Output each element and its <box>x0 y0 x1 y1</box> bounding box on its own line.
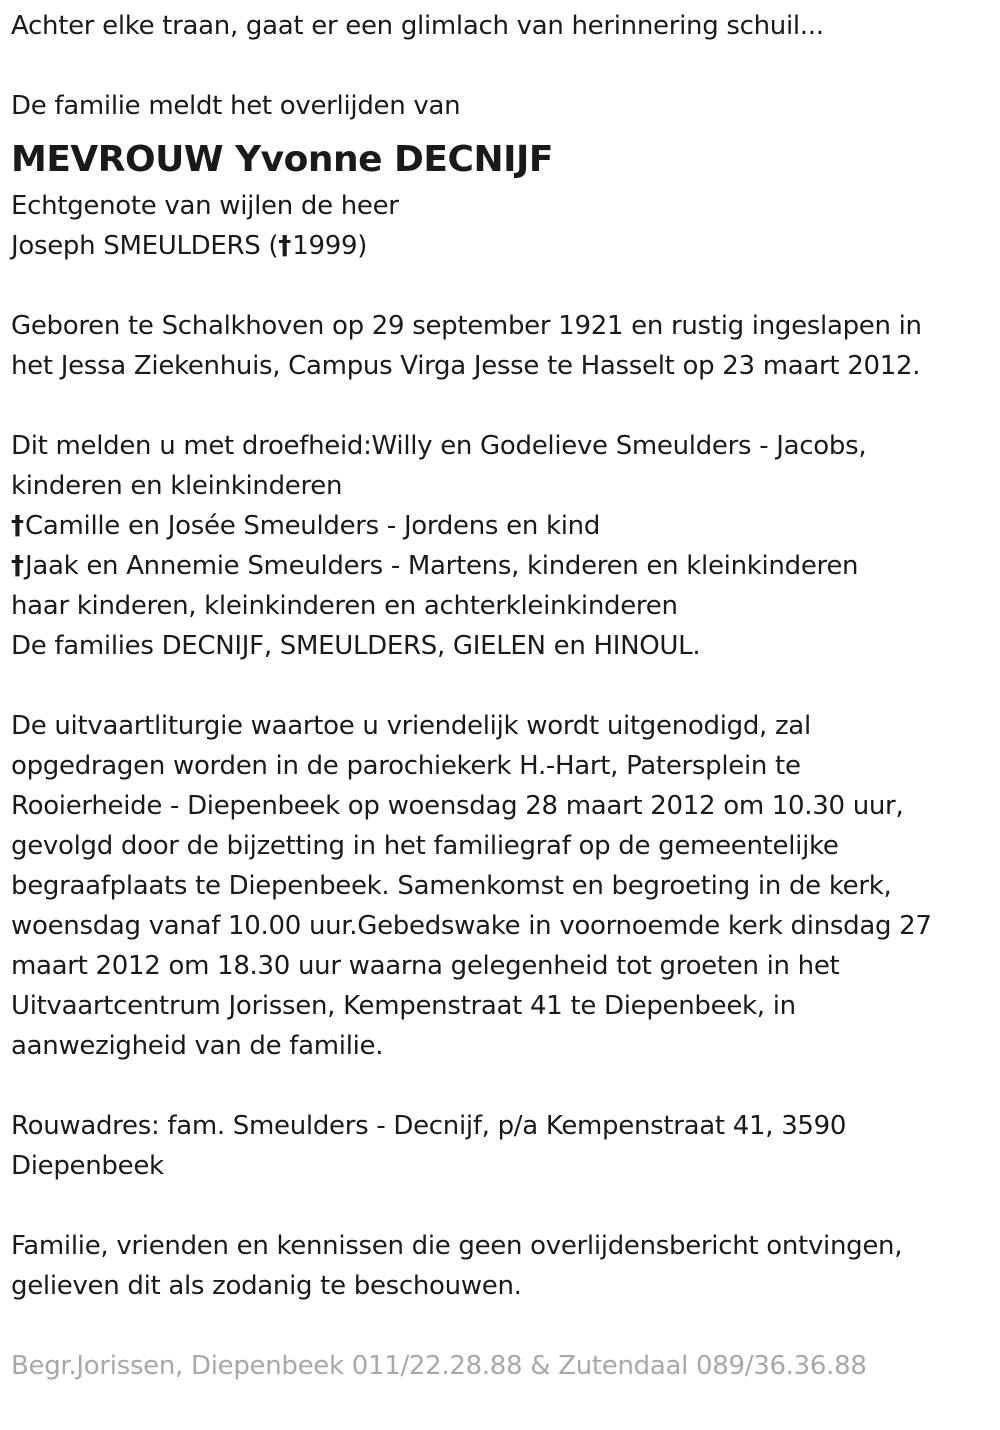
mourners-text: Camille en Josée Smeulders - Jordens en kind <box>25 511 601 541</box>
address-line-2: Diepenbeek <box>11 1151 164 1181</box>
funeral-line-3: Rooierheide - Diepenbeek op woensdag 28 maart 2012 om 10.30 uur, <box>11 791 904 821</box>
mourners-text: Jaak en Annemie Smeulders - Martens, kinderen en kleinkinderen <box>25 551 859 581</box>
announcement-text: De familie meldt het overlijden van <box>11 91 461 121</box>
spacer <box>11 1186 1000 1226</box>
mourners-line-2: kinderen en kleinkinderen <box>11 471 343 501</box>
birth-line-2: het Jessa Ziekenhuis, Campus Virga Jesse te Hasselt op 23 maart 2012. <box>11 351 921 381</box>
funeral-line-4: gevolgd door de bijzetting in het familiegraf op de gemeentelijke <box>11 831 839 861</box>
spouse-line-1: Echtgenote van wijlen de heer <box>11 191 399 221</box>
mourners-line-4 <box>11 546 1000 586</box>
deceased-name: MEVROUW Yvonne DECNIJF <box>11 139 553 180</box>
spacer <box>11 666 1000 706</box>
address-line-1: Rouwadres: fam. Smeulders - Decnijf, p/a Kempenstraat 41, 3590 <box>11 1111 847 1141</box>
notice-line-2: gelieven dit als zodanig te beschouwen. <box>11 1271 522 1301</box>
spouse-death-year: 1999) <box>292 231 368 261</box>
spacer <box>11 46 1000 86</box>
funeral-line-9: aanwezigheid van de familie. <box>11 1031 384 1061</box>
funeral-line-7: maart 2012 om 18.30 uur waarna gelegenheid tot groeten in het <box>11 951 840 981</box>
funeral-home-footer: Begr.Jorissen, Diepenbeek 011/22.28.88 & Zutendaal 089/36.36.88 <box>11 1351 867 1381</box>
notice-line-1: Familie, vrienden en kennissen die geen overlijdensbericht ontvingen, <box>11 1231 903 1261</box>
funeral-line-8: Uitvaartcentrum Jorissen, Kempenstraat 41 te Diepenbeek, in <box>11 991 796 1021</box>
spacer <box>11 266 1000 306</box>
mourners-line-1: Dit melden u met droefheid:Willy en Godelieve Smeulders - Jacobs, <box>11 431 867 461</box>
mourners-line-5: haar kinderen, kleinkinderen en achterkleinkinderen <box>11 591 678 621</box>
funeral-line-1: De uitvaartliturgie waartoe u vriendelijk wordt uitgenodigd, zal <box>11 711 811 741</box>
intro-quote: Achter elke traan, gaat er een glimlach van herinnering schuil... <box>11 11 824 41</box>
mourners-line-3 <box>11 506 1000 546</box>
cross-icon: † <box>278 231 291 261</box>
funeral-line-5: begraafplaats te Diepenbeek. Samenkomst en begroeting in de kerk, <box>11 871 892 901</box>
spacer <box>11 1066 1000 1106</box>
mourners-line-6: De families DECNIJF, SMEULDERS, GIELEN en HINOUL. <box>11 631 701 661</box>
birth-line-1: Geboren te Schalkhoven op 29 september 1921 en rustig ingeslapen in <box>11 311 922 341</box>
cross-icon: † <box>11 511 24 541</box>
funeral-line-6: woensdag vanaf 10.00 uur.Gebedswake in voornoemde kerk dinsdag 27 <box>11 911 932 941</box>
funeral-line-2: opgedragen worden in de parochiekerk H.-Hart, Patersplein te <box>11 751 801 781</box>
spouse-line-2 <box>11 226 1000 266</box>
spouse-name: Joseph SMEULDERS ( <box>11 231 279 261</box>
spacer <box>11 1306 1000 1346</box>
spacer <box>11 386 1000 426</box>
cross-icon: † <box>11 551 24 581</box>
